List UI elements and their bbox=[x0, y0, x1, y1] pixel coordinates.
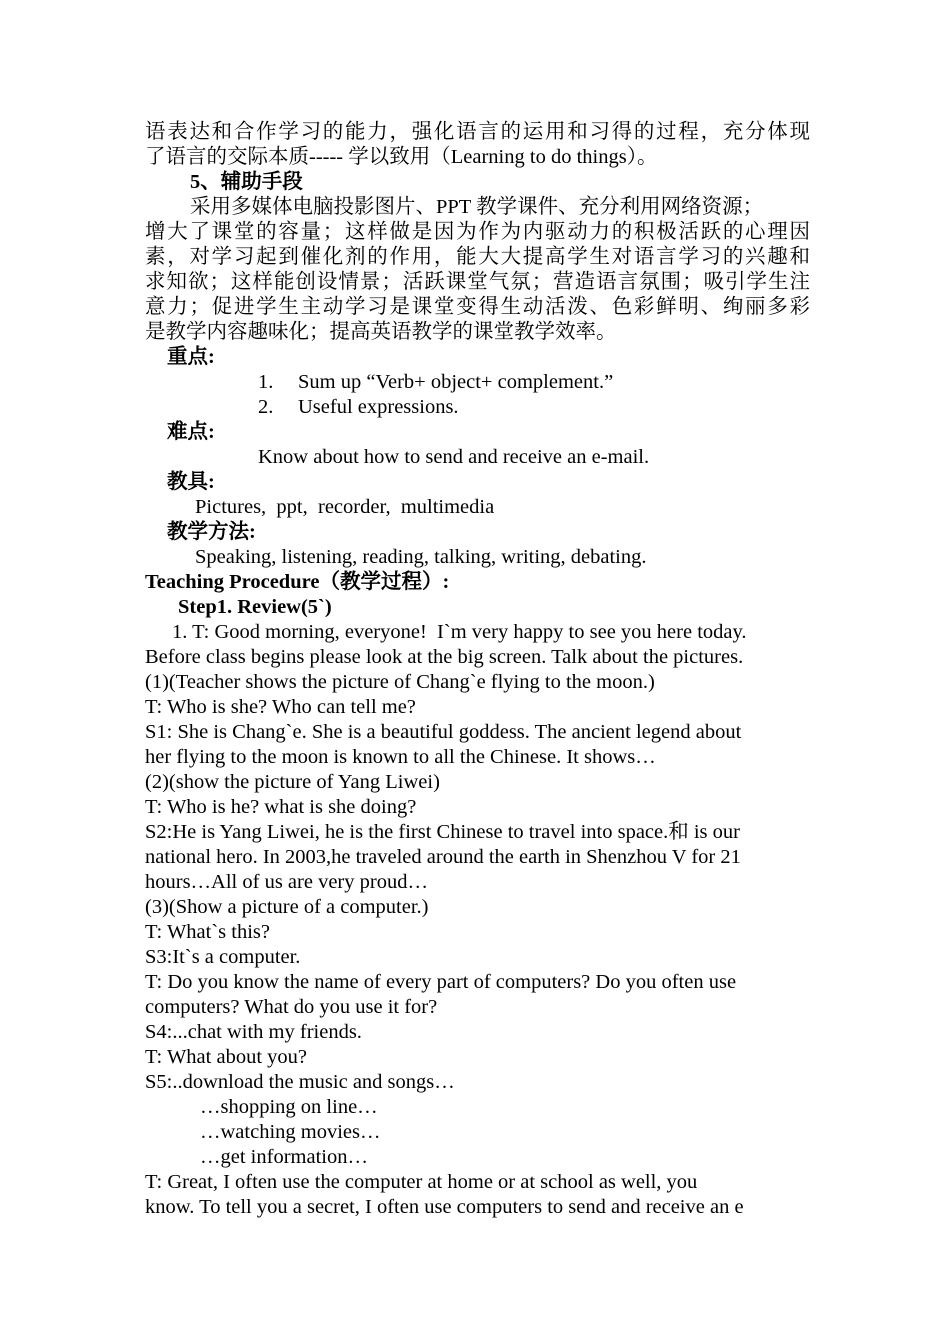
difficulties-label: 难点: bbox=[167, 421, 215, 443]
paragraph-line: 是教学内容趣味化；提高英语教学的课堂教学效率。 bbox=[145, 321, 617, 343]
dialogue-line: T: What`s this? bbox=[145, 921, 270, 943]
dialogue-line: …get information… bbox=[200, 1146, 368, 1168]
key-points-label: 重点: bbox=[167, 346, 215, 368]
dialogue-line: know. To tell you a secret, I often use computers to send and receive an e bbox=[145, 1196, 744, 1218]
paragraph-line: 素，对学习起到催化剂的作用，能大大提高学生对语言学习的兴趣和 bbox=[145, 246, 810, 268]
list-item bbox=[145, 395, 810, 420]
dialogue-line: hours…All of us are very proud… bbox=[145, 871, 428, 893]
procedure-heading: Teaching Procedure（教学过程）: bbox=[145, 571, 450, 593]
step-heading: Step1. Review(5`) bbox=[178, 596, 332, 618]
dialogue-line: T: Who is he? what is she doing? bbox=[145, 796, 417, 818]
list-text: Useful expressions. bbox=[298, 396, 459, 418]
dialogue-line: …shopping on line… bbox=[200, 1096, 378, 1118]
document-body bbox=[145, 120, 810, 1220]
section-heading: 5、辅助手段 bbox=[190, 171, 303, 193]
list-number: 2. bbox=[258, 396, 274, 418]
paragraph-line: 求知欲；这样能创设情景；活跃课堂气氛；营造语言氛围；吸引学生注 bbox=[145, 271, 810, 293]
paragraph-line: 采用多媒体电脑投影图片、PPT 教学课件、充分利用网络资源； bbox=[190, 196, 764, 218]
dialogue-line: national hero. In 2003,he traveled around the earth in Shenzhou V for 21 bbox=[145, 846, 741, 868]
dialogue-line: her flying to the moon is known to all the Chinese. It shows… bbox=[145, 746, 656, 768]
dialogue-line: T: What about you? bbox=[145, 1046, 307, 1068]
dialogue-line: S2:He is Yang Liwei, he is the first Chinese to travel into space.和 is our bbox=[145, 821, 740, 843]
paragraph-line: 语表达和合作学习的能力，强化语言的运用和习得的过程，充分体现 bbox=[145, 121, 810, 143]
methods-label: 教学方法: bbox=[167, 521, 256, 543]
dialogue-line: …watching movies… bbox=[200, 1121, 381, 1143]
dialogue-line: computers? What do you use it for? bbox=[145, 996, 438, 1018]
dialogue-line: (3)(Show a picture of a computer.) bbox=[145, 896, 429, 918]
dialogue-line: (2)(show the picture of Yang Liwei) bbox=[145, 771, 440, 793]
paragraph-line: 意力；促进学生主动学习是课堂变得生动活泼、色彩鲜明、绚丽多彩 bbox=[145, 296, 810, 318]
tools-text: Pictures, ppt, recorder, multimedia bbox=[195, 496, 495, 518]
dialogue-line: S5:..download the music and songs… bbox=[145, 1071, 455, 1093]
dialogue-line: S4:...chat with my friends. bbox=[145, 1021, 362, 1043]
paragraph-line: 增大了课堂的容量；这样做是因为作为内驱动力的积极活跃的心理因 bbox=[145, 221, 810, 243]
dialogue-line: T: Great, I often use the computer at home or at school as well, you bbox=[145, 1171, 698, 1193]
dialogue-line: (1)(Teacher shows the picture of Chang`e flying to the moon.) bbox=[145, 671, 655, 693]
methods-text: Speaking, listening, reading, talking, writing, debating. bbox=[195, 546, 647, 568]
dialogue-line: Before class begins please look at the big screen. Talk about the pictures. bbox=[145, 646, 744, 668]
dialogue-line: 1. T: Good morning, everyone! I`m very happy to see you here today. bbox=[172, 621, 747, 643]
dialogue-line: S1: She is Chang`e. She is a beautiful goddess. The ancient legend about bbox=[145, 721, 742, 743]
tools-label: 教具: bbox=[167, 471, 215, 493]
difficulties-text: Know about how to send and receive an e-mail. bbox=[258, 446, 650, 468]
dialogue-line: T: Do you know the name of every part of computers? Do you often use bbox=[145, 971, 737, 993]
list-item bbox=[145, 370, 810, 395]
dialogue-line: T: Who is she? Who can tell me? bbox=[145, 696, 416, 718]
list-number: 1. bbox=[258, 371, 274, 393]
list-text: Sum up “Verb+ object+ complement.” bbox=[298, 371, 614, 393]
dialogue-line: S3:It`s a computer. bbox=[145, 946, 301, 968]
paragraph-line: 了语言的交际本质----- 学以致用（Learning to do things）。 bbox=[145, 146, 658, 168]
